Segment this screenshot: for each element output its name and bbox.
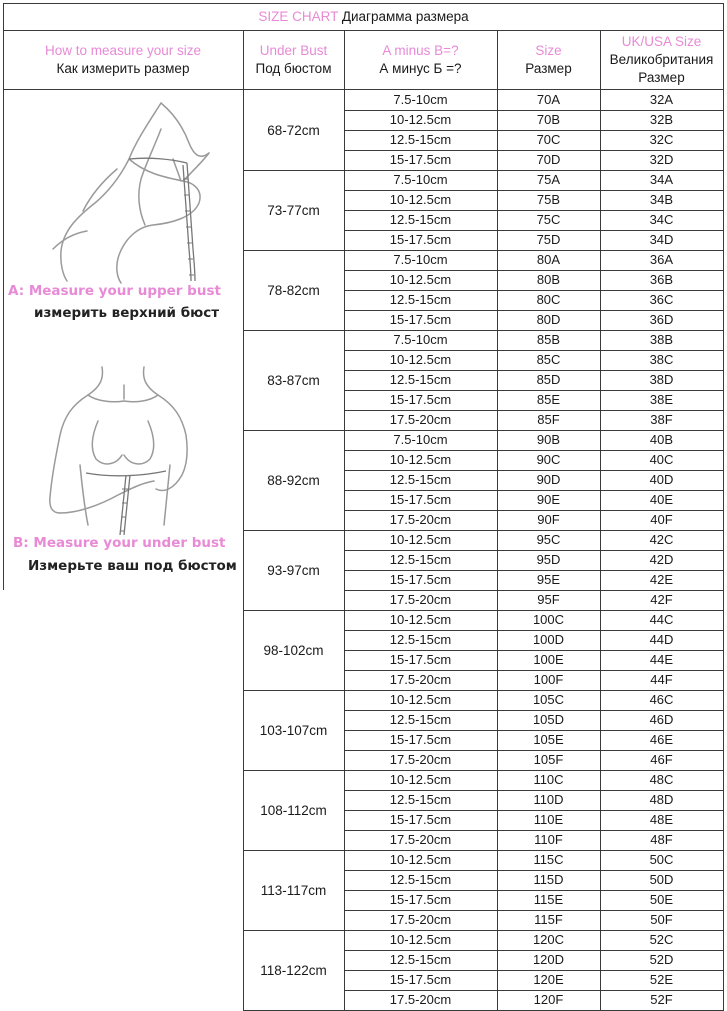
size-cell: 85B <box>536 332 561 347</box>
diff-cell: 17.5-20cm <box>389 912 452 927</box>
row-divider <box>344 830 723 831</box>
size-cell: 80C <box>536 292 561 307</box>
uk-size-cell: 38E <box>649 392 674 407</box>
row-divider <box>344 470 723 471</box>
underbust-cell: 113-117cm <box>260 882 327 898</box>
row-divider <box>344 410 723 411</box>
diff-cell: 15-17.5cm <box>389 392 452 407</box>
caption-a-ru: измерить верхний бюст <box>34 305 220 321</box>
row-divider <box>344 290 723 291</box>
chart-title <box>3 3 724 30</box>
column-divider <box>3 3 4 590</box>
uk-size-cell: 52F <box>650 992 673 1007</box>
row-divider <box>344 570 723 571</box>
uk-size-cell: 42C <box>649 532 674 547</box>
caption-a-text: Measure your upper bust <box>28 283 221 299</box>
row-divider <box>344 630 723 631</box>
size-cell: 95C <box>536 532 561 547</box>
header-uk-ru2: Размер <box>638 70 685 85</box>
size-cell: 100D <box>532 632 565 647</box>
header-underbust-en: Under Bust <box>259 43 328 58</box>
row-divider <box>344 790 723 791</box>
uk-size-cell: 46D <box>649 712 674 727</box>
uk-size-cell: 34B <box>649 192 674 207</box>
row-divider <box>344 590 723 591</box>
underbust-cell: 78-82cm <box>267 282 320 298</box>
uk-size-cell: 40C <box>649 452 674 467</box>
diff-cell: 12.5-15cm <box>389 212 452 227</box>
uk-size-cell: 34C <box>649 212 674 227</box>
row-divider <box>344 270 723 271</box>
size-cell: 120F <box>533 992 564 1007</box>
diff-cell: 17.5-20cm <box>389 512 452 527</box>
diff-cell: 12.5-15cm <box>389 872 452 887</box>
row-divider <box>344 510 723 511</box>
uk-size-cell: 42D <box>649 552 674 567</box>
row-divider <box>344 730 723 731</box>
header-diff <box>344 30 497 90</box>
row-divider <box>344 190 723 191</box>
uk-size-cell: 36B <box>649 272 674 287</box>
diff-cell: 12.5-15cm <box>389 552 452 567</box>
uk-size-cell: 40D <box>649 472 674 487</box>
size-cell: 85F <box>537 412 560 427</box>
title-ru: Диаграмма размера <box>341 9 469 24</box>
diff-cell: 10-12.5cm <box>389 192 452 207</box>
size-cell: 80B <box>536 272 561 287</box>
uk-size-cell: 32C <box>649 132 674 147</box>
size-cell: 115F <box>534 912 563 927</box>
diff-cell: 15-17.5cm <box>389 572 452 587</box>
size-cell: 105F <box>533 752 564 767</box>
row-divider <box>344 350 723 351</box>
row-divider <box>344 210 723 211</box>
uk-size-cell: 48D <box>649 792 674 807</box>
uk-size-cell: 42E <box>649 572 674 587</box>
size-cell: 95D <box>536 552 561 567</box>
size-cell: 75B <box>536 192 561 207</box>
header-uk <box>600 30 723 90</box>
size-cell: 110C <box>533 772 564 787</box>
uk-size-cell: 38D <box>649 372 674 387</box>
diff-cell: 12.5-15cm <box>389 952 452 967</box>
size-cell: 115D <box>533 872 564 887</box>
uk-size-cell: 36A <box>649 252 674 267</box>
uk-size-cell: 40F <box>650 512 673 527</box>
underbust-cell: 73-77cm <box>267 202 320 218</box>
row-divider <box>344 710 723 711</box>
row-divider <box>344 670 723 671</box>
row-divider <box>344 230 723 231</box>
size-cell: 115C <box>533 852 564 867</box>
uk-size-cell: 52C <box>649 932 674 947</box>
caption-a-en <box>8 283 221 299</box>
uk-size-cell: 44F <box>650 672 673 687</box>
upper-bust-figure-icon <box>33 99 233 284</box>
size-chart <box>3 3 724 1009</box>
diff-cell: 15-17.5cm <box>389 312 452 327</box>
uk-size-cell: 44D <box>649 632 674 647</box>
row-divider <box>344 370 723 371</box>
size-cell: 100F <box>533 672 564 687</box>
row-divider <box>344 910 723 911</box>
size-cell: 70A <box>536 92 561 107</box>
size-cell: 85C <box>536 352 561 367</box>
row-divider <box>344 870 723 871</box>
uk-size-cell: 50D <box>649 872 674 887</box>
uk-size-cell: 50E <box>649 892 674 907</box>
size-cell: 75C <box>536 212 561 227</box>
diff-cell: 12.5-15cm <box>389 632 452 647</box>
underbust-cell: 108-112cm <box>260 802 327 818</box>
diff-cell: 10-12.5cm <box>389 532 452 547</box>
diff-cell: 10-12.5cm <box>389 352 452 367</box>
diff-cell: 15-17.5cm <box>389 152 452 167</box>
diff-cell: 12.5-15cm <box>389 292 452 307</box>
column-divider <box>497 30 498 1011</box>
uk-size-cell: 44E <box>649 652 674 667</box>
title-en: SIZE CHART <box>258 9 339 24</box>
caption-b-letter: B: <box>13 535 29 551</box>
row-divider <box>344 450 723 451</box>
size-cell: 110E <box>533 812 564 827</box>
size-cell: 110D <box>533 792 564 807</box>
diff-cell: 10-12.5cm <box>389 612 452 627</box>
size-cell: 85E <box>536 392 561 407</box>
diff-cell: 10-12.5cm <box>389 112 452 127</box>
header-measure-en: How to measure your size <box>44 43 202 58</box>
diff-cell: 7.5-10cm <box>393 252 448 267</box>
row-divider <box>344 650 723 651</box>
uk-size-cell: 36D <box>649 312 674 327</box>
size-cell: 105E <box>533 732 564 747</box>
uk-size-cell: 52E <box>649 972 674 987</box>
header-underbust <box>243 30 344 90</box>
caption-b-en <box>13 535 225 551</box>
diff-cell: 10-12.5cm <box>389 272 452 287</box>
diff-cell: 17.5-20cm <box>389 992 452 1007</box>
header-uk-en: UK/USA Size <box>621 34 702 49</box>
uk-size-cell: 52D <box>649 952 674 967</box>
size-cell: 115E <box>533 892 564 907</box>
column-divider <box>723 3 724 1011</box>
underbust-cell: 118-122cm <box>260 962 327 978</box>
diff-cell: 7.5-10cm <box>393 172 448 187</box>
size-cell: 90F <box>537 512 560 527</box>
diff-cell: 10-12.5cm <box>389 452 452 467</box>
diff-cell: 17.5-20cm <box>389 412 452 427</box>
column-divider <box>600 30 601 1011</box>
uk-size-cell: 32D <box>649 152 674 167</box>
diff-cell: 15-17.5cm <box>389 652 452 667</box>
diff-cell: 15-17.5cm <box>389 232 452 247</box>
diff-cell: 12.5-15cm <box>389 712 452 727</box>
diff-cell: 15-17.5cm <box>389 732 452 747</box>
size-cell: 70D <box>536 152 561 167</box>
size-cell: 120D <box>532 952 565 967</box>
row-divider <box>344 390 723 391</box>
underbust-cell: 93-97cm <box>267 562 320 578</box>
header-measure <box>3 30 243 90</box>
underbust-cell: 68-72cm <box>267 122 320 138</box>
uk-size-cell: 36C <box>649 292 674 307</box>
uk-size-cell: 46F <box>650 752 673 767</box>
diff-cell: 10-12.5cm <box>389 932 452 947</box>
underbust-cell: 98-102cm <box>263 642 324 658</box>
diff-cell: 12.5-15cm <box>389 372 452 387</box>
diff-cell: 15-17.5cm <box>389 892 452 907</box>
column-divider <box>344 30 345 1011</box>
diff-cell: 17.5-20cm <box>389 672 452 687</box>
row-divider <box>344 750 723 751</box>
row-divider <box>344 110 723 111</box>
size-cell: 105D <box>532 712 565 727</box>
diff-cell: 17.5-20cm <box>389 592 452 607</box>
size-cell: 110F <box>534 832 563 847</box>
diff-cell: 15-17.5cm <box>389 492 452 507</box>
size-cell: 90B <box>536 432 561 447</box>
size-cell: 100E <box>533 652 564 667</box>
uk-size-cell: 34A <box>649 172 674 187</box>
row-divider <box>344 490 723 491</box>
uk-size-cell: 46C <box>649 692 674 707</box>
header-size <box>497 30 600 90</box>
under-bust-figure-icon <box>38 365 208 535</box>
uk-size-cell: 50C <box>649 852 674 867</box>
row-divider <box>344 970 723 971</box>
caption-b-ru: Измерьте ваш под бюстом <box>28 558 237 574</box>
size-cell: 95E <box>536 572 561 587</box>
uk-size-cell: 42F <box>650 592 673 607</box>
diff-cell: 12.5-15cm <box>389 132 452 147</box>
diff-cell: 7.5-10cm <box>393 332 448 347</box>
uk-size-cell: 46E <box>649 732 674 747</box>
uk-size-cell: 38C <box>649 352 674 367</box>
header-size-ru: Размер <box>525 61 572 76</box>
size-cell: 70B <box>536 112 561 127</box>
diff-cell: 12.5-15cm <box>389 472 452 487</box>
column-divider <box>243 30 244 1011</box>
uk-size-cell: 48F <box>650 832 673 847</box>
size-cell: 75D <box>536 232 561 247</box>
header-uk-ru1: Великобритания <box>609 52 714 67</box>
size-cell: 100C <box>532 612 565 627</box>
uk-size-cell: 50F <box>650 912 673 927</box>
diff-cell: 15-17.5cm <box>389 812 452 827</box>
diff-cell: 12.5-15cm <box>389 792 452 807</box>
diff-cell: 17.5-20cm <box>389 832 452 847</box>
diff-cell: 7.5-10cm <box>393 432 448 447</box>
header-diff-ru: А минус Б =? <box>379 61 462 76</box>
size-cell: 90E <box>536 492 561 507</box>
row-divider <box>344 130 723 131</box>
uk-size-cell: 44C <box>649 612 674 627</box>
underbust-cell: 88-92cm <box>267 472 320 488</box>
row-divider <box>344 810 723 811</box>
uk-size-cell: 34D <box>649 232 674 247</box>
row-divider <box>344 990 723 991</box>
caption-b-text: Measure your under bust <box>33 535 226 551</box>
caption-a-letter: A: <box>8 283 25 299</box>
header-diff-en: A minus B=? <box>382 43 459 58</box>
diff-cell: 17.5-20cm <box>389 752 452 767</box>
row-divider <box>344 310 723 311</box>
uk-size-cell: 32A <box>649 92 674 107</box>
row-divider <box>344 150 723 151</box>
size-cell: 90D <box>536 472 561 487</box>
header-underbust-ru: Под бюстом <box>255 61 332 76</box>
size-cell: 120E <box>533 972 564 987</box>
size-cell: 90C <box>536 452 561 467</box>
diff-cell: 10-12.5cm <box>389 852 452 867</box>
size-cell: 85D <box>536 372 561 387</box>
size-cell: 105C <box>532 692 565 707</box>
row-divider <box>344 550 723 551</box>
row-divider <box>344 890 723 891</box>
header-measure-ru: Как измерить размер <box>56 61 190 76</box>
underbust-cell: 83-87cm <box>267 372 320 388</box>
size-cell: 80D <box>536 312 561 327</box>
size-cell: 75A <box>536 172 561 187</box>
size-cell: 80A <box>536 252 561 267</box>
size-cell: 70C <box>536 132 561 147</box>
diff-cell: 7.5-10cm <box>393 92 448 107</box>
diff-cell: 15-17.5cm <box>389 972 452 987</box>
underbust-cell: 103-107cm <box>259 722 328 738</box>
uk-size-cell: 38F <box>650 412 673 427</box>
uk-size-cell: 48C <box>649 772 674 787</box>
diff-cell: 10-12.5cm <box>389 692 452 707</box>
uk-size-cell: 40E <box>649 492 674 507</box>
diff-cell: 10-12.5cm <box>389 772 452 787</box>
size-cell: 95F <box>537 592 560 607</box>
uk-size-cell: 40B <box>649 432 674 447</box>
uk-size-cell: 32B <box>649 112 674 127</box>
size-cell: 120C <box>532 932 565 947</box>
header-size-en: Size <box>535 43 562 58</box>
uk-size-cell: 38B <box>649 332 674 347</box>
row-divider <box>344 950 723 951</box>
uk-size-cell: 48E <box>649 812 674 827</box>
